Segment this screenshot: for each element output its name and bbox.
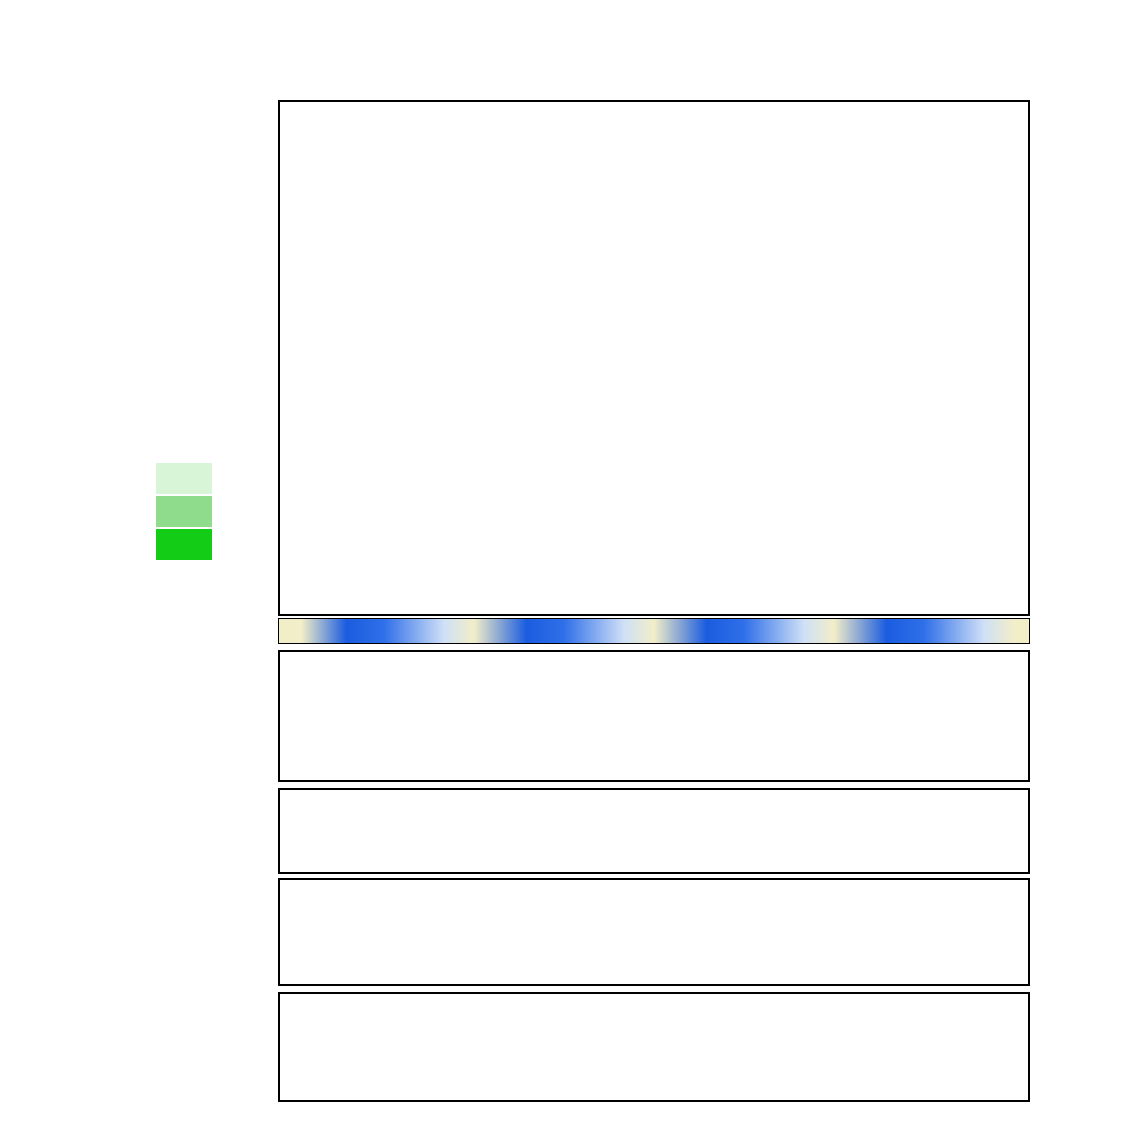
rh-swatch-70 xyxy=(156,463,212,494)
wind-speed-panel xyxy=(278,650,1030,782)
altitude-axis xyxy=(1034,100,1094,616)
rh-swatch-90 xyxy=(156,529,212,560)
windchill-plot xyxy=(280,994,1028,1100)
precip-pressure-plot xyxy=(280,790,1028,872)
weekday-bar xyxy=(278,618,1030,644)
time-height-panel xyxy=(278,100,1030,616)
pressure-axis xyxy=(236,100,276,616)
rh-legend xyxy=(28,462,212,561)
rh-legend-row xyxy=(28,528,212,561)
temperature-dewpoint-plot xyxy=(280,880,1028,984)
windchill-panel xyxy=(278,992,1030,1102)
bottom-time-axis xyxy=(278,1104,1030,1138)
wind-speed-plot xyxy=(280,652,1028,780)
rh-legend-row xyxy=(28,495,212,528)
temperature-dewpoint-panel xyxy=(278,878,1030,986)
top-time-axis xyxy=(278,68,1030,98)
precip-pressure-panel xyxy=(278,788,1030,874)
rh-swatch-80 xyxy=(156,496,212,527)
time-height-plot xyxy=(280,102,1028,614)
rh-legend-row xyxy=(28,462,212,495)
